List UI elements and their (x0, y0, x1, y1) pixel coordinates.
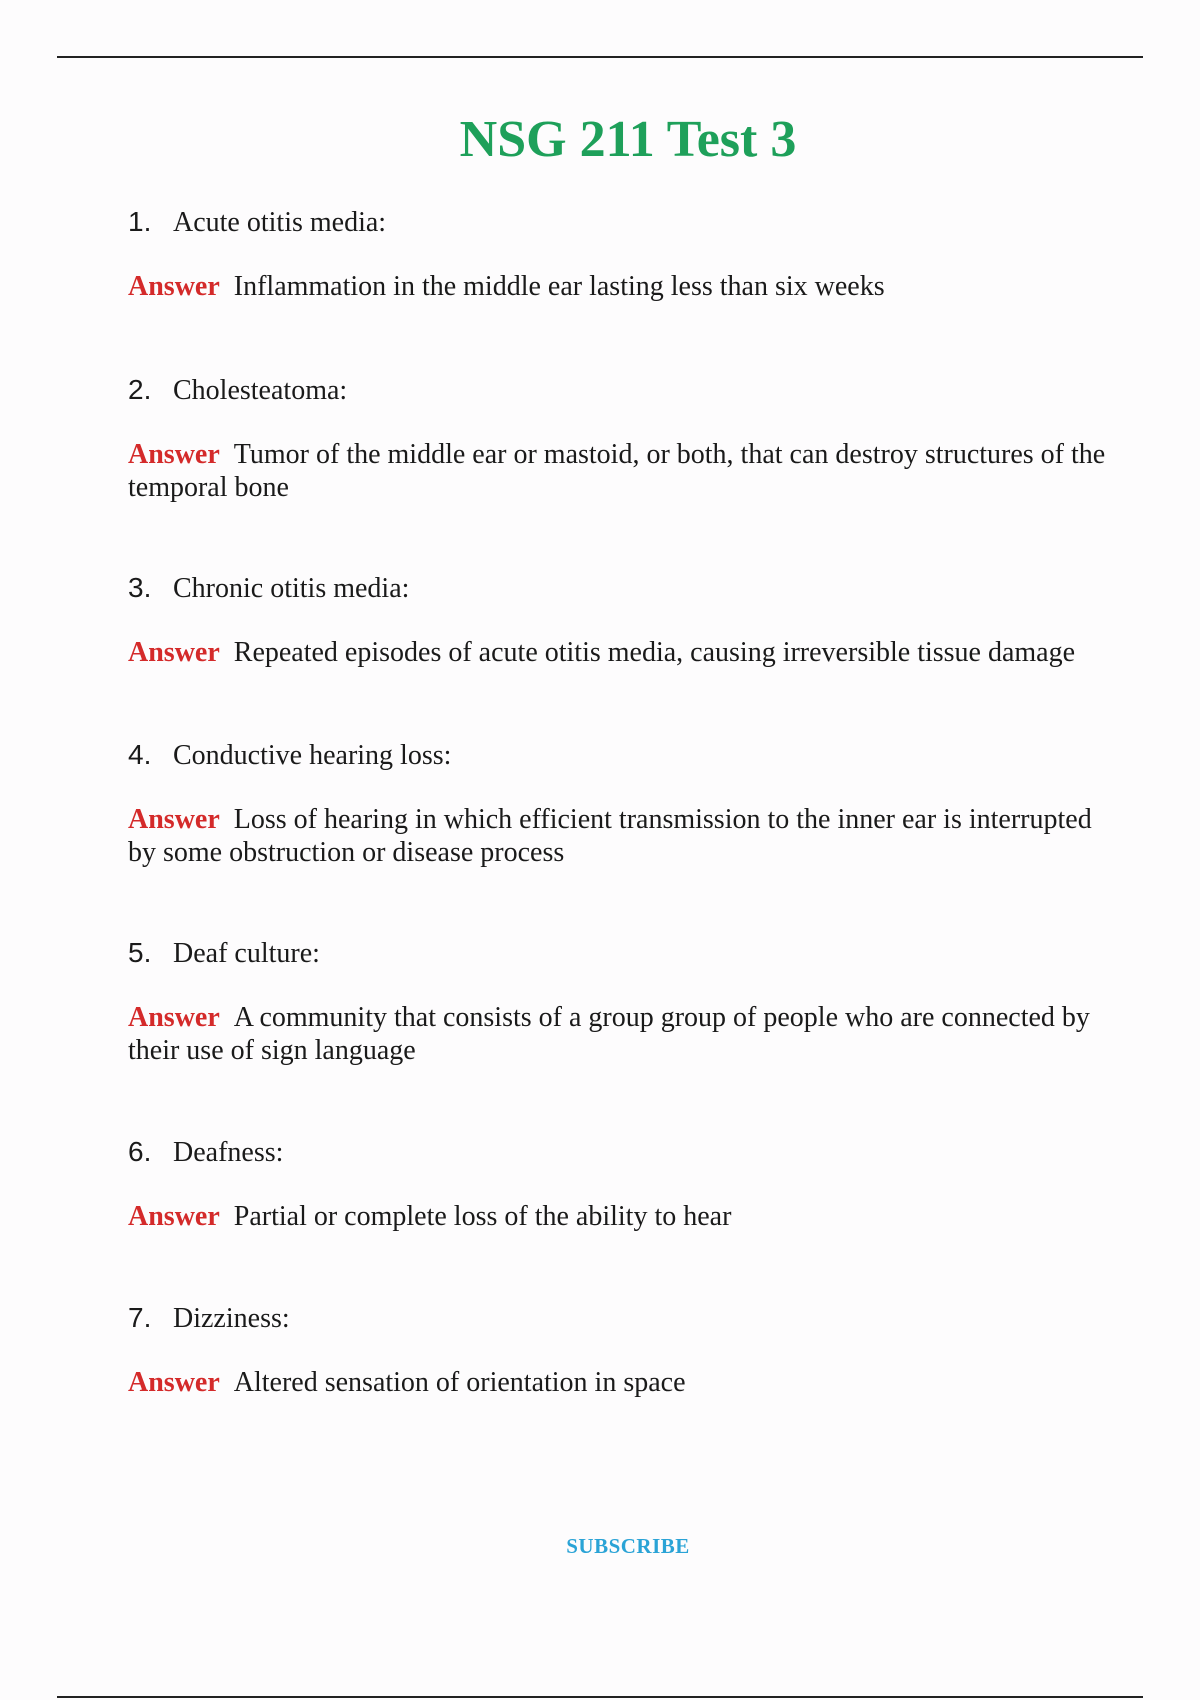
question (128, 935, 1118, 972)
question-text: Cholesteatoma: (173, 375, 348, 406)
answer-text: A community that consists of a group group of people who are connected by their use of sign language (128, 1002, 1090, 1066)
qa-item-7 (128, 1300, 1118, 1399)
answer (128, 438, 1118, 504)
subscribe-link[interactable]: SUBSCRIBE (566, 1534, 690, 1558)
answer (128, 803, 1118, 869)
answer (128, 1200, 1118, 1233)
question-number: 1. (128, 206, 152, 237)
question-text: Conductive hearing loss: (173, 740, 452, 771)
answer-label: Answer (128, 1002, 220, 1033)
qa-item-1 (128, 204, 1118, 303)
answer-text: Partial or complete loss of the ability to hear (233, 1201, 732, 1232)
qa-item-3 (128, 570, 1118, 669)
answer-text: Inflammation in the middle ear lasting less than six weeks (233, 271, 885, 302)
answer-label: Answer (128, 1367, 220, 1398)
top-rule (57, 56, 1143, 58)
question-text: Dizziness: (173, 1303, 290, 1334)
qa-item-5 (128, 935, 1118, 1067)
answer-label: Answer (128, 637, 220, 668)
answer-text: Repeated episodes of acute otitis media, causing irreversible tissue damage (233, 637, 1076, 668)
answer (128, 1001, 1118, 1067)
answer-text: Loss of hearing in which efficient transmission to the inner ear is interrupted by some obstruction or disease process (128, 804, 1092, 868)
answer-text: Tumor of the middle ear or mastoid, or both, that can destroy structures of the temporal bone (128, 439, 1106, 503)
qa-item-4 (128, 737, 1118, 869)
question (128, 372, 1118, 409)
question (128, 1134, 1118, 1171)
answer-label: Answer (128, 271, 220, 302)
question-number: 5. (128, 937, 152, 968)
question-number: 6. (128, 1136, 152, 1167)
qa-item-6 (128, 1134, 1118, 1233)
question-text: Deafness: (173, 1137, 284, 1168)
answer-text: Altered sensation of orientation in space (233, 1367, 686, 1398)
answer (128, 636, 1118, 669)
question (128, 570, 1118, 607)
question (128, 204, 1118, 241)
answer-label: Answer (128, 1201, 220, 1232)
question (128, 1300, 1118, 1337)
question-number: 7. (128, 1302, 152, 1333)
answer (128, 1366, 1118, 1399)
question-number: 3. (128, 572, 152, 603)
bottom-rule (57, 1696, 1143, 1698)
question-text: Chronic otitis media: (173, 573, 410, 604)
qa-item-2 (128, 372, 1118, 504)
answer-label: Answer (128, 804, 220, 835)
answer (128, 270, 1118, 303)
page-title: NSG 211 Test 3 (459, 111, 797, 168)
question-number: 4. (128, 739, 152, 770)
question-text: Acute otitis media: (173, 207, 387, 238)
question-number: 2. (128, 374, 152, 405)
question (128, 737, 1118, 774)
answer-label: Answer (128, 439, 220, 470)
question-text: Deaf culture: (173, 938, 320, 969)
